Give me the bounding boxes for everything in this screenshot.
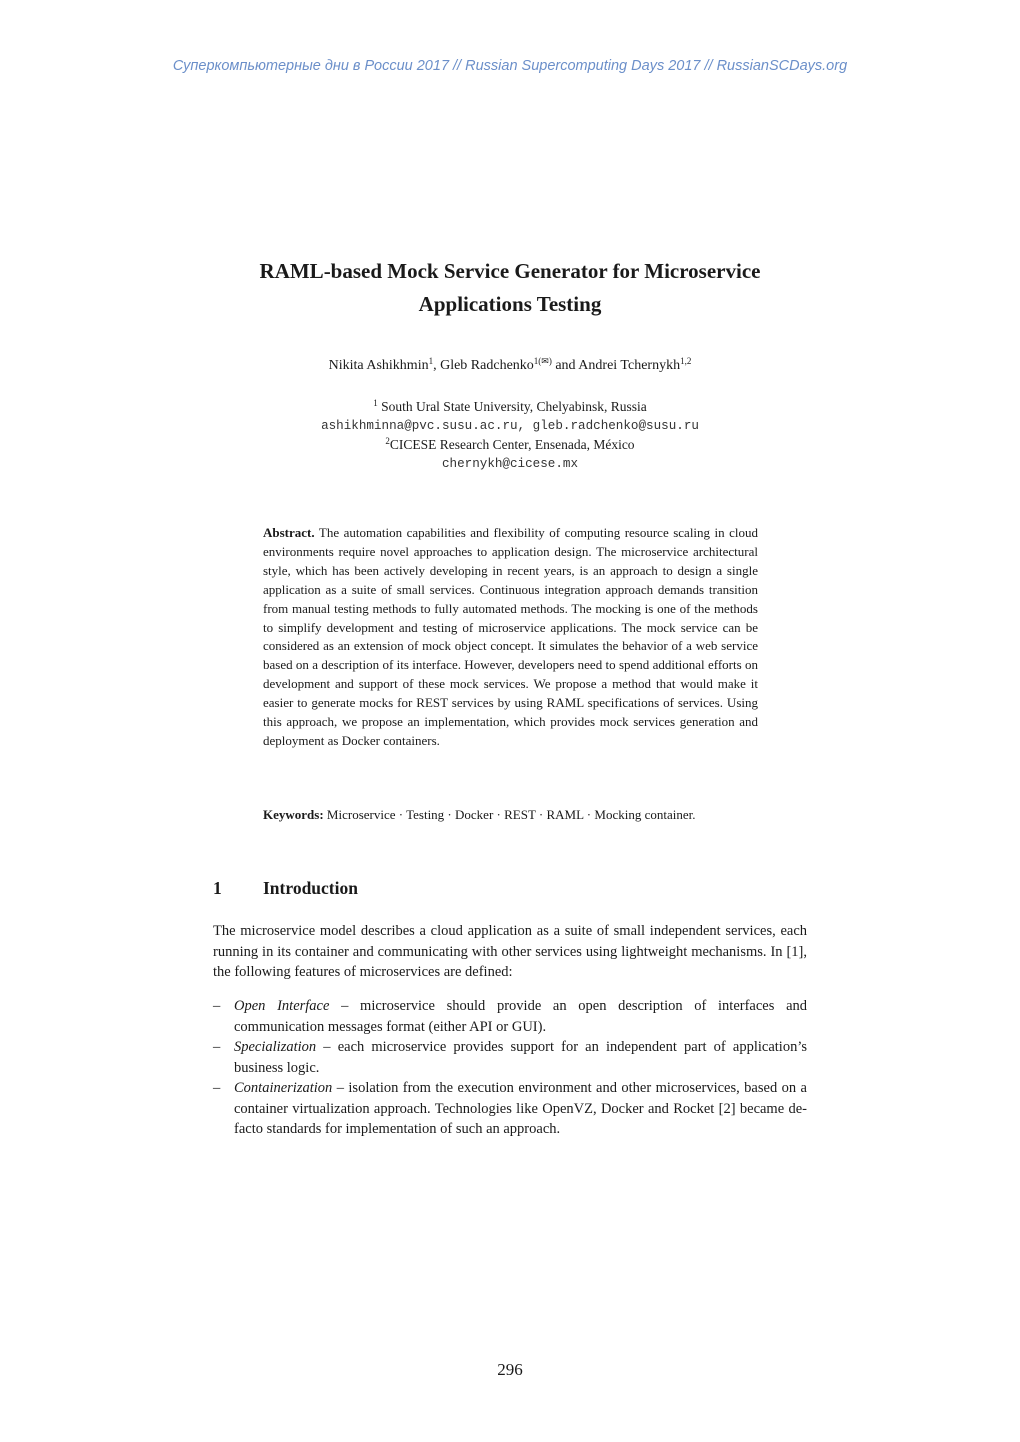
author-name: Gleb Radchenko: [440, 358, 534, 373]
list-item: [213, 996, 807, 1037]
abstract: [263, 524, 758, 751]
dash-bullet: –: [213, 1080, 221, 1096]
section-title: Introduction: [263, 878, 358, 898]
intro-paragraph: The microservice model describes a cloud application as a suite of small independent services, each running in its container and communicating with other services using lightweight mechanisms. In [1], the following features of microservices are defined:: [213, 923, 807, 980]
feature-description: – each microservice provides support for an independent part of application’s business logic.: [234, 1039, 807, 1076]
feature-term: Containerization: [234, 1080, 333, 1096]
list-item: [213, 1078, 807, 1140]
feature-list: [213, 996, 807, 1140]
running-header: Суперкомпьютерные дни в России 2017 // Russian Supercomputing Days 2017 // RussianSCDays.org: [172, 58, 848, 74]
affiliation-number: 2: [385, 436, 390, 446]
author-list: [160, 358, 860, 374]
feature-description: – microservice should provide an open description of interfaces and communication messages format (either API or GUI).: [234, 998, 807, 1035]
title-line-1: RAML-based Mock Service Generator for Microservice: [259, 259, 761, 283]
author-name: Nikita Ashikhmin: [328, 358, 429, 373]
affiliation-1-emails: ashikhminna@pvc.susu.ac.ru, gleb.radchenko@susu.ru: [321, 419, 699, 433]
keywords-label: Keywords:: [263, 807, 324, 822]
author-affiliation-mark: 1: [428, 356, 434, 366]
affiliation-1: [160, 398, 860, 416]
page-number: 296: [497, 1360, 523, 1379]
paper-title: [160, 255, 860, 321]
author-affiliation-mark: 1,2: [680, 356, 692, 366]
feature-term: Specialization: [234, 1039, 317, 1055]
author-name: Andrei Tchernykh: [578, 358, 681, 373]
abstract-label: Abstract.: [263, 525, 315, 540]
section-heading: [213, 878, 358, 899]
affiliation-2-email: chernykh@cicese.mx: [441, 457, 579, 471]
abstract-text: The automation capabilities and flexibility of computing resource scaling in cloud environments require novel approaches to application design. The microservice architectural style, which has been actively developing in recent years, is an approach to design a single application as a suite of small services. Continuous integration approach demands transition from manual testing methods to fully automated methods. The mocking is one of the methods to simplify development and testing of microservice applications. The mock service can be considered as an extension of mock object concept. It simulates the behavior of a web service based on a description of its interface. However, developers need to spend additional efforts on development and support of these mock services. We propose a method that would make it easier to generate mocks for REST services by using RAML specifications of services. Using this approach, we propose an implementation, which provides mock services generation and deployment as Docker containers.: [263, 525, 759, 748]
affiliation-number: 1: [373, 398, 378, 408]
list-item: [213, 1037, 807, 1078]
dash-bullet: –: [213, 1039, 221, 1055]
author-affiliation-mark: 1(✉): [533, 356, 552, 366]
feature-description: – isolation from the execution environment and other microservices, based on a container virtualization approach. Technologies like OpenVZ, Docker and Rocket [2] became de-facto standards for implementation of such an approach.: [234, 1080, 807, 1137]
affiliation-2: [160, 436, 860, 454]
author-separator: ,: [433, 358, 441, 373]
affiliation-text: CICESE Research Center, Ensenada, México: [389, 437, 635, 452]
dash-bullet: –: [213, 998, 221, 1014]
author-separator: and: [551, 358, 579, 373]
title-line-2: Applications Testing: [418, 292, 602, 316]
keywords-text: Microservice · Testing · Docker · REST · RAML · Mocking container.: [326, 807, 696, 822]
section-number: 1: [213, 878, 222, 898]
feature-term: Open Interface: [234, 998, 330, 1014]
keywords: [263, 806, 758, 825]
affiliation-text: South Ural State University, Chelyabinsk, Russia: [381, 399, 647, 414]
